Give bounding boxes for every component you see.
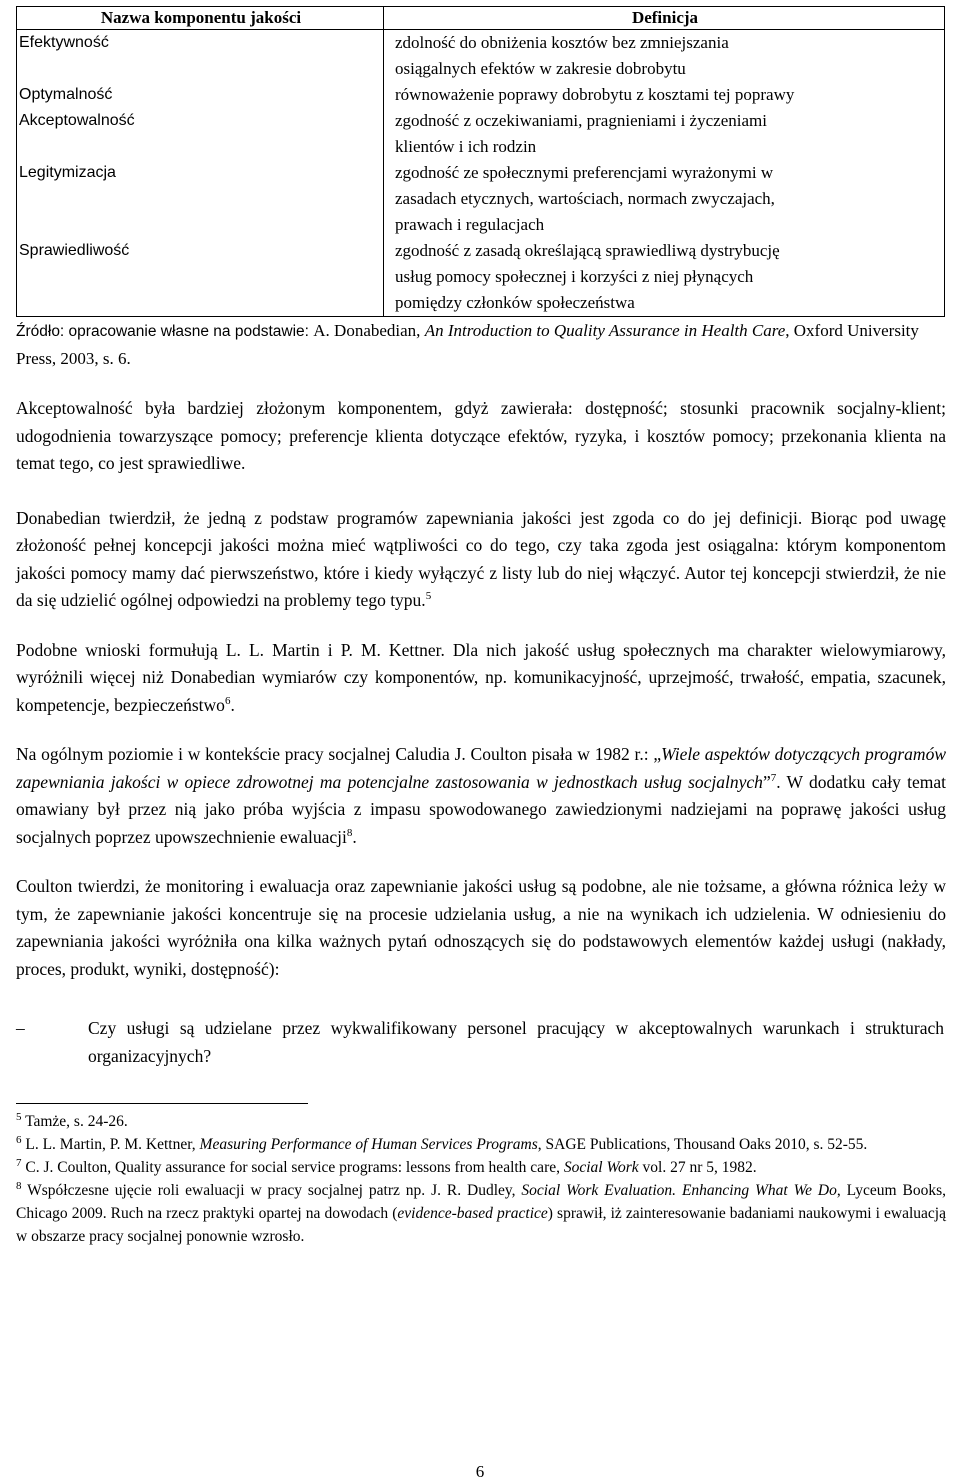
footnote-text: , SAGE Publications, Thousand Oaks 2010, s. 52-55. — [537, 1136, 868, 1153]
footnote-text: Tamże, s. 24-26. — [21, 1113, 128, 1130]
paragraph — [16, 873, 946, 983]
paragraph — [16, 637, 946, 720]
header-definition: Definicja — [384, 7, 945, 30]
quality-components-table — [16, 6, 945, 317]
table-row — [17, 108, 945, 160]
component-name: Efektywność — [17, 30, 384, 83]
definition-line: zgodność z oczekiwaniami, pragnieniami i życzeniami — [395, 111, 767, 130]
page-number: 6 — [475, 1462, 485, 1481]
paragraph-text: ” — [762, 771, 771, 792]
component-definition — [384, 160, 945, 238]
footnote-text: , Lyceum Books, Chicago 2009. Ruch na rzecz praktyki opartej na dowodach ( — [16, 1182, 946, 1222]
definition-line: zdolność do obniżenia kosztów bez zmniejszania — [395, 33, 729, 52]
paragraph-text: Na ogólnym poziomie i w kontekście pracy socjalnej Caludia J. Coulton pisała w 1982 r.: „ — [16, 744, 662, 764]
paragraph-text: . W dodatku cały temat omawiany był przez nią jako próba wyjścia z impasu spowodowanego zawiedzionymi nadziejami na poprawę jakości usług socjalnych poprzez upowszechnienie ewaluacji — [16, 771, 946, 847]
paragraph-text: . — [352, 826, 357, 847]
header-component-name: Nazwa komponentu jakości — [17, 7, 384, 30]
footnote-ref: 8 — [346, 826, 353, 839]
table-row — [17, 238, 945, 317]
component-name: Akceptowalność — [17, 108, 384, 160]
paragraph — [16, 505, 946, 615]
definition-line: zgodność z zasadą określającą sprawiedliwą dystrybucję — [395, 241, 780, 260]
footnote-text: L. L. Martin, P. M. Kettner, — [21, 1136, 200, 1153]
footnote-title: Social Work — [563, 1159, 639, 1176]
component-name: Sprawiedliwość — [17, 238, 384, 317]
footnote-text: ) sprawił, iż zainteresowanie badaniami naukowymi i ewaluacją w obszarze pracy socjalnej ponownie wzrosło. — [16, 1205, 946, 1245]
footnote-separator — [16, 1103, 308, 1104]
table-header-row — [17, 7, 945, 30]
definition-line: zgodność ze społecznymi preferencjami wyrażonymi w — [395, 163, 774, 182]
paragraph-text: Podobne wnioski formułują L. L. Martin i P. M. Kettner. Dla nich jakość usług społecznych ma charakter wielowymiarowy, wyróżnili więcej niż Donabedian wymiarów czy komponentów, np. komunikacyjność, uprzejmość, trwałość, empatia, szacunek, kompetencje, bezpieczeństwo — [16, 639, 946, 715]
definition-line: pomiędzy członków społeczeństwa — [395, 293, 635, 312]
component-name: Optymalność — [17, 82, 384, 108]
footnote-ref: 6 — [224, 694, 231, 707]
footnote-ref: 7 — [770, 771, 777, 784]
paragraph-text: . — [230, 694, 235, 715]
definition-line: osiągalnych efektów w zakresie dobrobytu — [395, 59, 686, 78]
definition-line: klientów i ich rodzin — [395, 137, 537, 156]
list-item-text: Czy usługi są udzielane przez wykwalifikowany personel pracujący w akceptowalnych warunkach i strukturach organizacyjnych? — [88, 1018, 944, 1066]
paragraph-text: Coulton twierdzi, że monitoring i ewaluacja oraz zapewnianie jakości usług są podobne, ale nie tożsame, a główna różnica leży w tym, że zapewnianie jakości koncentruje się na procesie udzielania usług, a nie na wynikach ich udzielenia. W odniesieniu do zapewniania jakości wyróżniła ona kilka ważnych pytań odnoszących się do podstawowych elementów każdej usługi (nakłady, proces, produkt, wyniki, dostępność): — [16, 876, 946, 979]
footnote-text: C. J. Coulton, Quality assurance for social service programs: lessons from health care, — [21, 1159, 564, 1176]
source-title: An Introduction to Quality Assurance in Health Care — [424, 321, 786, 340]
footnote — [16, 1110, 946, 1133]
source-label: Źródło: opracowanie własne na podstawie: — [16, 323, 314, 340]
component-definition — [384, 30, 945, 83]
definition-line: usług pomocy społecznej i korzyści z niej płynących — [395, 267, 754, 286]
footnote-number: 7 — [16, 1156, 22, 1169]
footnote-number: 8 — [16, 1179, 22, 1192]
definition-line: zasadach etycznych, wartościach, normach zwyczajach, — [395, 189, 775, 208]
source-author: A. Donabedian, — [313, 321, 425, 340]
component-definition — [384, 238, 945, 317]
paragraph-text: Donabedian twierdził, że jedną z podstaw programów zapewniania jakości jest zgoda co do jej definicji. Biorąc pod uwagę złożoność pełnej koncepcji jakości można mieć wątpliwości co do tego, czy taka zgoda jest osiągalna: którym komponentom jakości pomocy mamy dać pierwszeństwo, które i kiedy wyłączyć z listy lub do niej włączyć. Autor tej koncepcji stwierdził, że nie da się udzielić ogólnej odpowiedzi na problemy tego typu. — [16, 507, 946, 610]
footnote — [16, 1156, 946, 1179]
footnote-number: 5 — [16, 1110, 22, 1123]
list-item — [16, 1015, 946, 1070]
table-row — [17, 30, 945, 83]
footnote — [16, 1179, 946, 1248]
paragraph — [16, 741, 946, 851]
definition-line: prawach i regulacjach — [395, 215, 545, 234]
definition-line: równoważenie poprawy dobrobytu z kosztami tej poprawy — [395, 85, 795, 104]
footnote-text: vol. 27 nr 5, 1982. — [638, 1159, 757, 1176]
paragraph — [16, 395, 946, 478]
footnote-number: 6 — [16, 1133, 22, 1146]
component-definition — [384, 108, 945, 160]
source-publisher: , Oxford University Press, 2003, s. 6. — [16, 321, 919, 368]
quotation: Wiele aspektów dotyczących programów zapewniania jakości w opiece zdrowotnej ma potencjalne zastosowania w jednostkach usług socjalnych — [16, 744, 946, 792]
table-row — [17, 82, 945, 108]
component-name: Legitymizacja — [17, 160, 384, 238]
footnote-ref: 5 — [425, 590, 432, 603]
footnote-title: Social Work Evaluation. Enhancing What We Do — [521, 1182, 837, 1199]
footnote — [16, 1133, 946, 1156]
table-source — [16, 317, 946, 372]
paragraph-text: Akceptowalność była bardziej złożonym komponentem, gdyż zawierała: dostępność; stosunki pracownik socjalny-klient; udogodnienia towarzyszące pomocy; preferencje klienta dotyczące efektów, ryzyka, i kosztów pomocy; przekonania klienta na temat tego, co jest sprawiedliwe. — [16, 398, 946, 473]
component-definition — [384, 82, 945, 108]
document-page — [16, 0, 946, 1248]
footnote-title: Measuring Performance of Human Services Programs — [199, 1136, 538, 1153]
dash-bullet: – — [16, 1018, 25, 1038]
footnote-term: evidence-based practice — [397, 1205, 548, 1222]
footnote-text: Współczesne ujęcie roli ewaluacji w pracy socjalnej patrz np. J. R. Dudley, — [21, 1182, 522, 1199]
table-row — [17, 160, 945, 238]
